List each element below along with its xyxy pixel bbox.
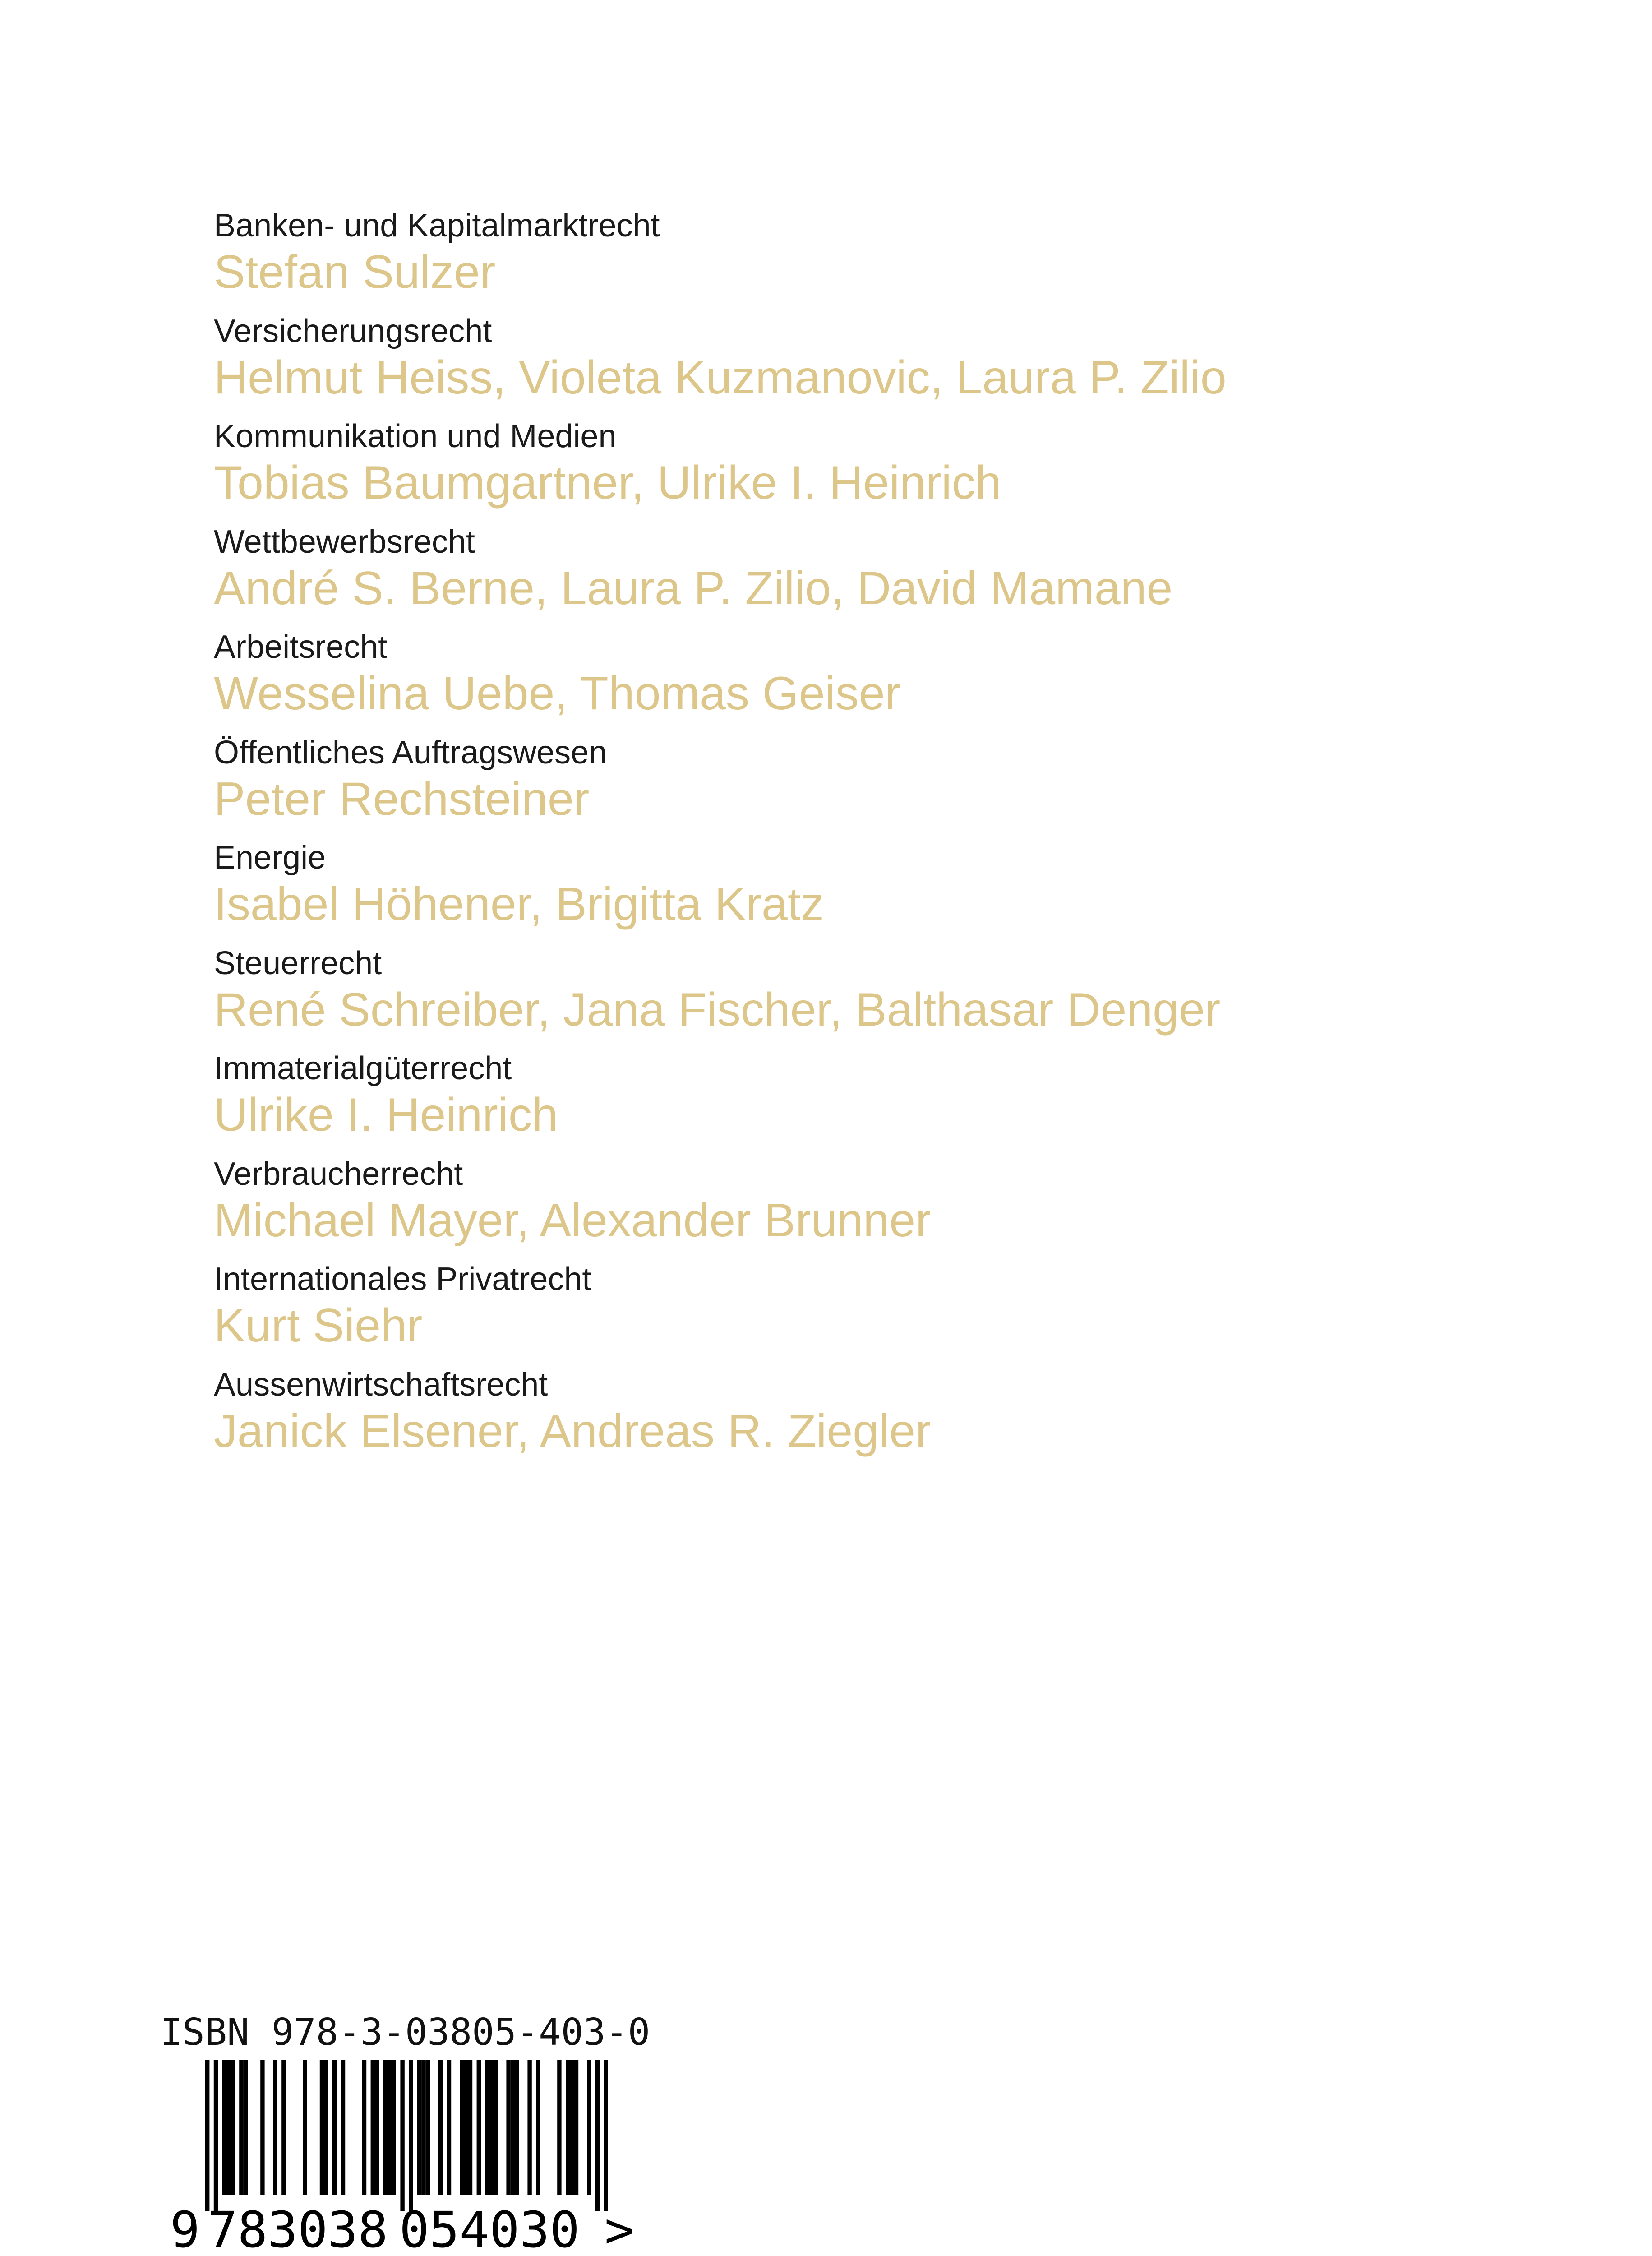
entry-tax xyxy=(214,938,1567,1044)
isbn-barcode xyxy=(160,2060,665,2254)
barcode-bar xyxy=(320,2060,324,2195)
entry-competition xyxy=(214,517,1567,623)
author-names: Wesselina Uebe, Thomas Geiser xyxy=(214,667,901,720)
author-names: Stefan Sulzer xyxy=(214,246,496,298)
entry-media xyxy=(214,411,1567,517)
topic-title: Wettbewerbsrecht xyxy=(214,523,475,560)
topic-title: Verbraucherrecht xyxy=(214,1156,463,1192)
barcode-bar xyxy=(460,2060,464,2195)
barcode-bar xyxy=(239,2060,243,2195)
series-contents-list xyxy=(214,201,1567,1465)
barcode-left-digits: 783038 xyxy=(208,2201,388,2254)
barcode-bar xyxy=(574,2060,578,2195)
barcode-bar xyxy=(371,2060,375,2195)
barcode-bar xyxy=(205,2060,209,2211)
barcode-bar xyxy=(570,2060,574,2195)
author-names: Michael Mayer, Alexander Brunner xyxy=(214,1194,931,1247)
entry-private-international xyxy=(214,1254,1567,1360)
barcode-bar xyxy=(392,2060,396,2195)
barcode-bar xyxy=(604,2060,608,2211)
barcode-bar xyxy=(375,2060,379,2195)
author-names: Helmut Heiss, Violeta Kuzmanovic, Laura P. Zilio xyxy=(214,351,1227,404)
entry-foreign-trade xyxy=(214,1360,1567,1465)
barcode-first-digit: 9 xyxy=(170,2201,200,2254)
barcode-bar xyxy=(409,2060,413,2211)
barcode-bar xyxy=(341,2060,345,2195)
topic-title: Immaterialgüterrecht xyxy=(214,1050,512,1086)
barcode-bar xyxy=(438,2060,443,2195)
barcode-bar xyxy=(383,2060,388,2195)
entry-consumer xyxy=(214,1149,1567,1255)
barcode-bar xyxy=(557,2060,561,2195)
barcode-bar xyxy=(447,2060,451,2195)
topic-title: Versicherungsrecht xyxy=(214,313,492,349)
barcode-bar xyxy=(244,2060,248,2195)
barcode-bar xyxy=(515,2060,519,2195)
barcode-bar xyxy=(477,2060,481,2195)
barcode-bar xyxy=(231,2060,235,2195)
barcode-bar xyxy=(511,2060,515,2195)
barcode-bar xyxy=(388,2060,392,2195)
barcode-bar xyxy=(426,2060,430,2195)
barcode-bar xyxy=(468,2060,472,2195)
author-names: Tobias Baumgartner, Ulrike I. Heinrich xyxy=(214,457,1001,509)
barcode-bar xyxy=(332,2060,337,2195)
barcode-bar xyxy=(324,2060,328,2195)
barcode-bar xyxy=(222,2060,226,2195)
barcode-bar xyxy=(281,2060,286,2195)
entry-labour xyxy=(214,622,1567,728)
barcode-bar xyxy=(417,2060,421,2195)
entry-energy xyxy=(214,833,1567,938)
author-names: André S. Berne, Laura P. Zilio, David Mamane xyxy=(214,562,1173,615)
author-names: Janick Elsener, Andreas R. Ziegler xyxy=(214,1405,931,1457)
barcode-bar xyxy=(260,2060,264,2195)
entry-insurance xyxy=(214,306,1567,412)
barcode-bar xyxy=(485,2060,489,2195)
barcode-bar xyxy=(362,2060,366,2195)
barcode-bar xyxy=(494,2060,498,2195)
topic-title: Kommunikation und Medien xyxy=(214,418,617,454)
barcode-bar xyxy=(566,2060,570,2195)
entry-ip xyxy=(214,1044,1567,1149)
topic-title: Banken- und Kapitalmarktrecht xyxy=(214,208,660,244)
barcode-bar xyxy=(226,2060,231,2195)
barcode-bar xyxy=(214,2060,218,2211)
author-names: Isabel Höhener, Brigitta Kratz xyxy=(214,878,824,930)
barcode-bar xyxy=(400,2060,404,2211)
isbn-block xyxy=(160,2010,665,2254)
barcode-bar xyxy=(587,2060,591,2195)
barcode-bar xyxy=(595,2060,600,2211)
barcode-bar xyxy=(464,2060,468,2195)
barcode-bar xyxy=(421,2060,425,2195)
barcode-quiet-zone-mark: > xyxy=(605,2201,635,2254)
barcode-bar xyxy=(527,2060,531,2195)
barcode-bar xyxy=(536,2060,540,2195)
topic-title: Steuerrecht xyxy=(214,945,382,981)
topic-title: Internationales Privatrecht xyxy=(214,1261,591,1297)
author-names: Peter Rechsteiner xyxy=(214,772,590,825)
topic-title: Arbeitsrecht xyxy=(214,629,388,665)
barcode-bar xyxy=(489,2060,494,2195)
topic-title: Aussenwirtschaftsrecht xyxy=(214,1366,548,1403)
entry-procurement xyxy=(214,728,1567,833)
barcode-right-digits: 054030 xyxy=(399,2201,580,2254)
entry-banking xyxy=(214,201,1567,306)
isbn-label: ISBN 978-3-03805-403-0 xyxy=(160,2011,651,2054)
barcode-bar xyxy=(303,2060,307,2195)
author-names: Ulrike I. Heinrich xyxy=(214,1089,558,1141)
author-names: René Schreiber, Jana Fischer, Balthasar Denger xyxy=(214,983,1221,1036)
barcode-bar xyxy=(273,2060,277,2195)
author-names: Kurt Siehr xyxy=(214,1299,423,1352)
barcode-bars xyxy=(205,2060,608,2211)
topic-title: Öffentliches Auftragswesen xyxy=(214,734,607,771)
barcode-bar xyxy=(506,2060,510,2195)
topic-title: Energie xyxy=(214,840,326,876)
